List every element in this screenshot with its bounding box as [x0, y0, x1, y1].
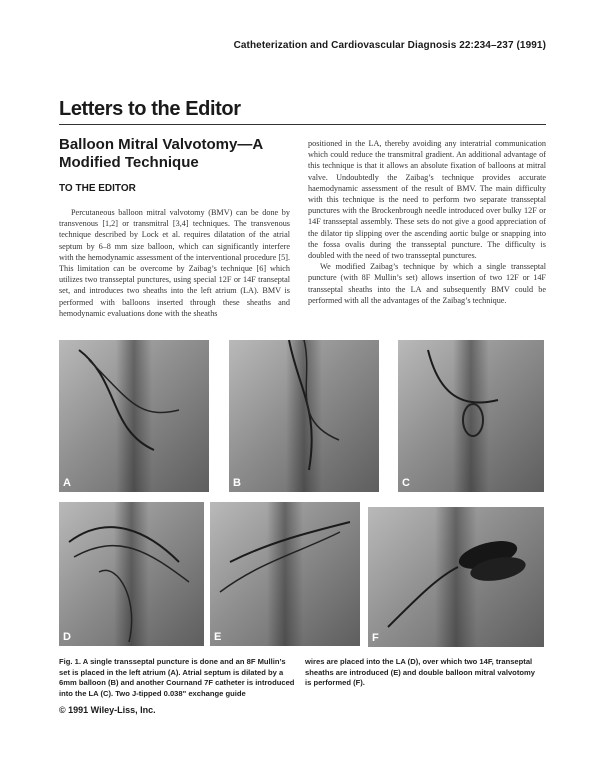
figure-panel-e — [210, 502, 360, 646]
catheter-drawing — [398, 340, 544, 492]
panel-label-b: B — [233, 477, 241, 489]
section-title: Letters to the Editor — [59, 98, 241, 120]
balloon-drawing — [368, 507, 544, 647]
salutation: TO THE EDITOR — [59, 183, 136, 194]
column2-paragraph-1: positioned in the LA, thereby avoiding any interatrial communication which could reduce the transmitral gradient. An additional advantage of this technique is that it allows an absolute fixation of balloons at mitral valve. Undoubtedly the Zaibag’s technique provides accurate haemodynamic assessment of the result of BMV. The main difficulty with this technique is the need to perform two separate transseptal punctures with the Brockenbrough needle introduced over bulky 12F or 14F transseptal assembly. These sets do not give a good appreciation of the dilator tip slipping over the ascending aortic bulge or snapping into the fossa ovalis during the transseptal puncture. The difficulty is doubled with the need of two transseptal punctures. — [308, 139, 546, 261]
figure-panel-a — [59, 340, 209, 492]
figure-caption-part-2: wires are placed into the LA (D), over which two 14F, transeptal sheaths are introduced (E) and double balloon mitral valvotomy is performed (F). — [305, 657, 535, 688]
figure-panel-d — [59, 502, 204, 646]
body-column-2 — [308, 138, 546, 306]
catheter-drawing — [59, 340, 209, 492]
figure-panel-f — [368, 507, 544, 647]
panel-label-d: D — [63, 631, 71, 643]
catheter-drawing — [210, 502, 360, 646]
column1-paragraph: Percutaneous balloon mitral valvotomy (BMV) can be done by transvenous [1,2] or transmitral [3,4] techniques. The transvenous technique described by Lock et al. requires dilatation of the atrial septum by 6–8 mm size balloon, which can significantly interfere with the hemodynamic assessment of the interventional procedure [5]. This limitation can be overcome by Zaibag’s technique [6] which utilizes two transseptal punctures, using special 12F or 14F transeptal set, and introduces two sheaths into the left atrium (LA). BMV is performed with balloons inserted through these sheaths and hemodynamic evaluations done with the sheaths — [59, 208, 290, 318]
journal-header: Catheterization and Cardiovascular Diagnosis 22:234–237 (1991) — [233, 40, 546, 51]
catheter-drawing — [59, 502, 204, 646]
panel-label-a: A — [63, 477, 71, 489]
body-column-1 — [59, 207, 290, 319]
figure-panel-c — [398, 340, 544, 492]
catheter-drawing — [229, 340, 379, 492]
panel-label-f: F — [372, 632, 379, 644]
panel-label-e: E — [214, 631, 222, 643]
article-title: Balloon Mitral Valvotomy—A Modified Technique — [59, 136, 263, 171]
figure-caption-part-1: Fig. 1. A single transseptal puncture is done and an 8F Mullin’s set is placed in the left atrium (A). Atrial septum is dilated by a 6mm balloon (B) and another Cournand 7F catheter is introduced into the LA (C). Two J-tipped 0.038" exchange guide — [59, 657, 295, 698]
column2-paragraph-2: We modified Zaibag’s technique by which a single transseptal puncture (with 8F Mullin’s set) allows insertion of two 12F or 14F transseptal sheaths into the LA and subsequently BMV could be performed with all the advantages of the Zaibag’s technique. — [308, 262, 546, 305]
figure-panel-b — [229, 340, 379, 492]
copyright: © 1991 Wiley-Liss, Inc. — [59, 705, 156, 715]
panel-label-c: C — [402, 477, 410, 489]
header-rule — [59, 124, 546, 125]
